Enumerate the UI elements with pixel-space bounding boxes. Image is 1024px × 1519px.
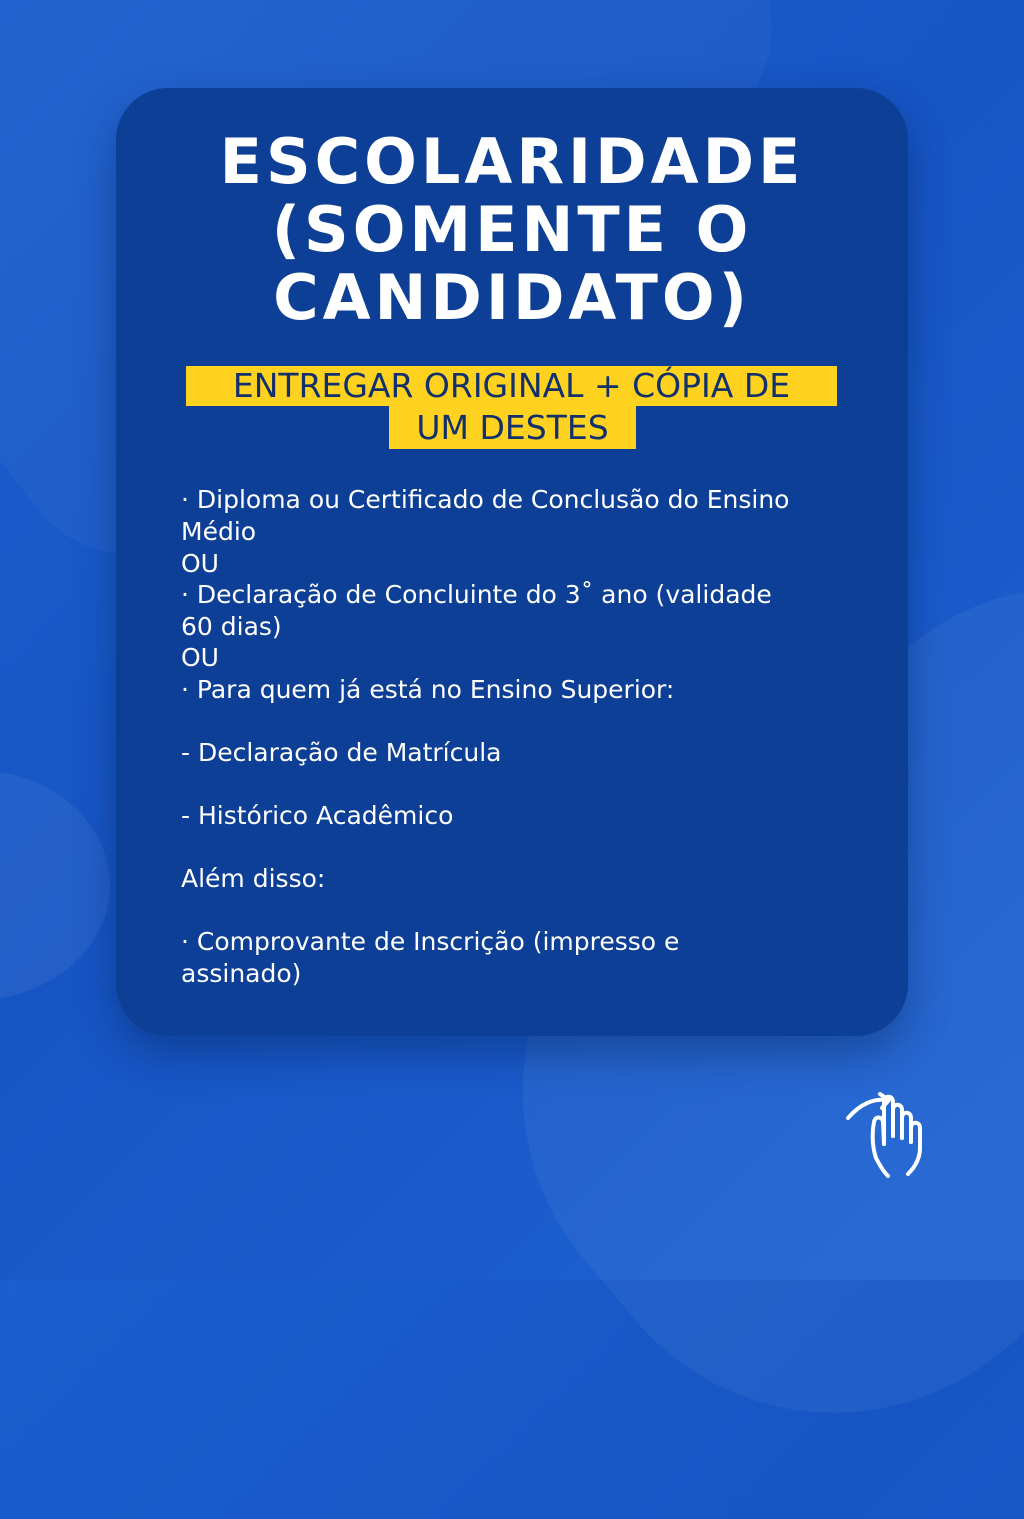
- list-item: - Declaração de Matrícula: [181, 738, 502, 767]
- highlight-banner: ENTREGAR ORIGINAL + CÓPIA DE: [186, 366, 837, 406]
- list-item: Médio: [181, 517, 257, 546]
- list-item: · Declaração de Concluinte do 3˚ ano (validade: [181, 580, 772, 609]
- list-item: · Comprovante de Inscrição (impresso e: [181, 927, 680, 956]
- separator-text: OU: [181, 549, 219, 578]
- title-line: CANDIDATO): [273, 261, 751, 334]
- highlight-banner: UM DESTES: [389, 406, 636, 449]
- separator-text: OU: [181, 643, 219, 672]
- background-circle: [0, 770, 110, 1000]
- title-line: (SOMENTE O: [271, 193, 753, 266]
- list-item: 60 dias): [181, 612, 282, 641]
- title-line: ESCOLARIDADE: [219, 125, 805, 198]
- list-item: · Diploma ou Certificado de Conclusão do Ensino: [181, 485, 790, 514]
- swipe-hand-icon[interactable]: [842, 1088, 942, 1184]
- section-label: Além disso:: [181, 864, 326, 893]
- list-item: · Para quem já está no Ensino Superior:: [181, 675, 675, 704]
- page-title: [0, 125, 1024, 334]
- list-item: - Histórico Acadêmico: [181, 801, 454, 830]
- list-item: assinado): [181, 959, 302, 988]
